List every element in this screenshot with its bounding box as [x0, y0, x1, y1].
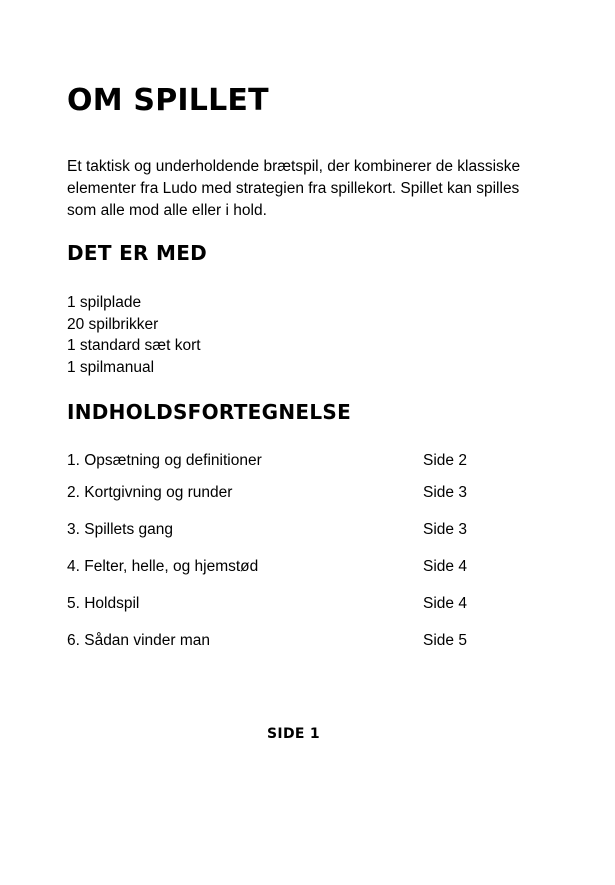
contents-item: 1 spilplade: [67, 294, 142, 311]
toc-heading: INDHOLDSFORTEGNELSE: [67, 400, 352, 424]
page-number-footer: SIDE 1: [267, 726, 320, 742]
toc-entry: [67, 519, 487, 541]
toc-entry-page: Side 5: [423, 632, 467, 649]
toc-entry-page: Side 3: [423, 484, 467, 501]
intro-line: elementer fra Ludo med strategien fra spillekort. Spillet kan spilles: [67, 180, 520, 197]
toc-entry: [67, 593, 487, 615]
page-title: OM SPILLET: [67, 83, 269, 118]
toc-entry: [67, 556, 487, 578]
intro-line: som alle mod alle eller i hold.: [67, 202, 267, 219]
toc-entry-page: Side 2: [423, 452, 467, 469]
toc-entry-label: 3. Spillets gang: [67, 521, 173, 538]
contents-heading: DET ER MED: [67, 241, 208, 265]
intro-paragraph: [67, 156, 567, 222]
intro-line: Et taktisk og underholdende brætspil, der kombinerer de klassiske: [67, 158, 521, 175]
contents-item: 1 spilmanual: [67, 358, 155, 376]
toc-entry: [67, 630, 487, 652]
toc-entry-page: Side 4: [423, 595, 467, 612]
toc-entry-page: Side 4: [423, 558, 467, 575]
toc-entry-label: 5. Holdspil: [67, 595, 140, 612]
toc-entry-label: 4. Felter, helle, og hjemstød: [67, 558, 259, 575]
contents-item: 20 spilbrikker: [67, 315, 159, 333]
contents-list: [67, 292, 201, 378]
toc-entry-label: 2. Kortgivning og runder: [67, 484, 233, 501]
toc-entry-label: 1. Opsætning og definitioner: [67, 452, 262, 469]
toc-entry: [67, 450, 487, 472]
contents-item: 1 standard sæt kort: [67, 337, 201, 354]
toc-entry-label: 6. Sådan vinder man: [67, 632, 211, 649]
toc-entry: [67, 482, 487, 504]
toc-entry-page: Side 3: [423, 521, 467, 538]
